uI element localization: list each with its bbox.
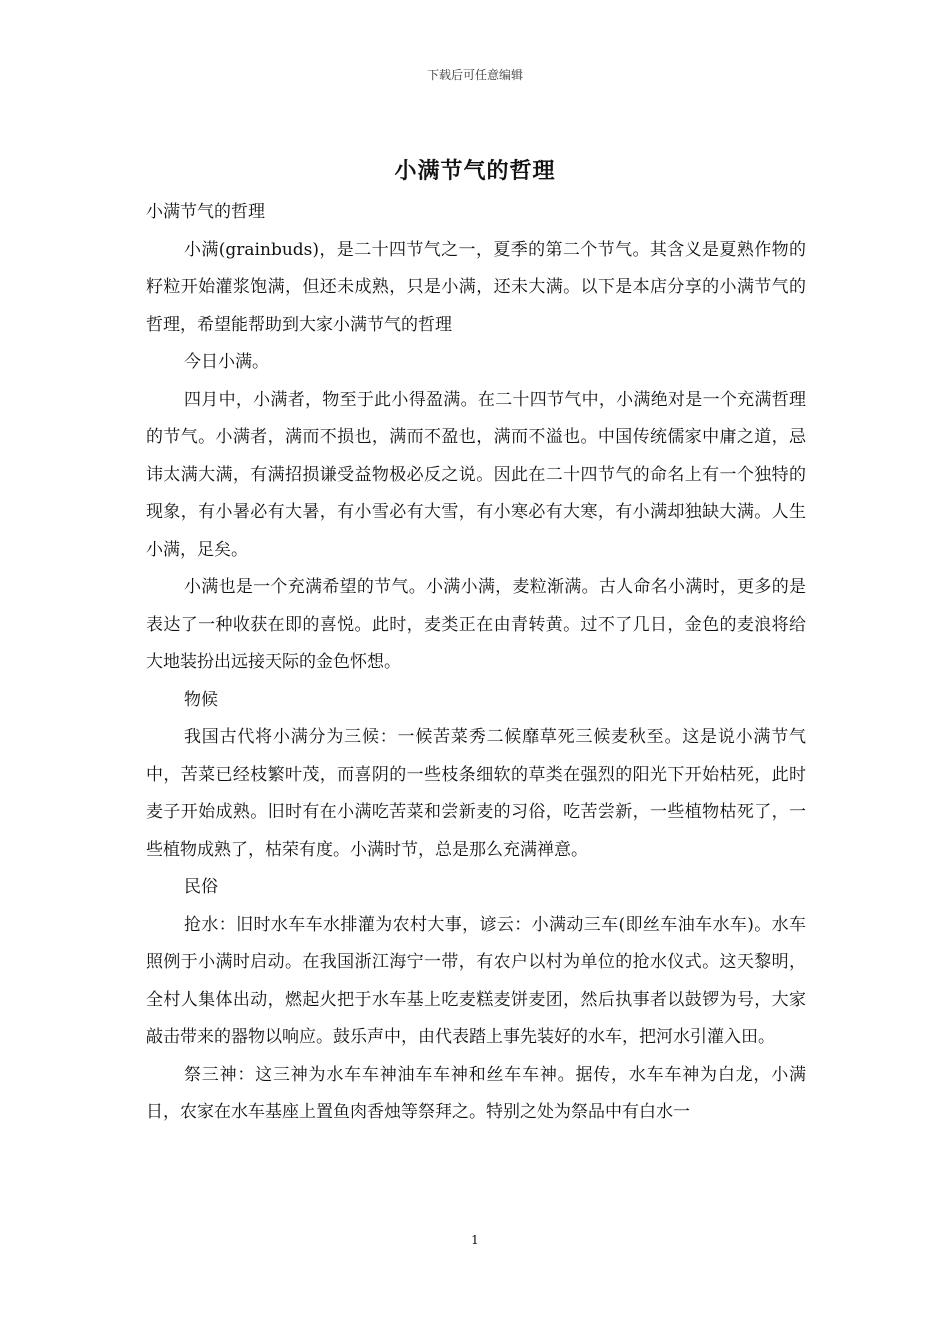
paragraph: 我国古代将小满分为三候：一候苦菜秀二候靡草死三候麦秋至。这是说小满节气中，苦菜已经枝繁叶茂，而喜阴的一些枝条细软的草类在强烈的阳光下开始枯死，此时麦子开始成熟。旧时有在小满吃苦菜和尝新麦的习俗，吃苦尝新，一些植物枯死了，一些植物成熟了，枯荣有度。小满时节，总是那么充满禅意。 <box>146 727 806 860</box>
paragraph: 祭三神：这三神为水车车神油车车神和丝车车神。据传，水车车神为白龙，小满日，农家在水车基座上置鱼肉香烛等祭拜之。特别之处为祭品中有白水一 <box>146 1064 806 1122</box>
paragraph: 四月中，小满者，物至于此小得盈满。在二十四节气中，小满绝对是一个充满哲理的节气。小满者，满而不损也，满而不盈也，满而不溢也。中国传统儒家中庸之道，忌讳太满大满，有满招损谦受益物极必反之说。因此在二十四节气的命名上有一个独特的现象，有小暑必有大暑，有小雪必有大雪，有小寒必有大寒，有小满却独缺大满。人生小满，足矣。 <box>146 389 806 560</box>
paragraph: 抢水：旧时水车车水排灌为农村大事，谚云：小满动三车(即丝车油车水车)。水车照例于小满时启动。在我国浙江海宁一带，有农户以村为单位的抢水仪式。这天黎明，全村人集体出动，燃起火把于水车基上吃麦糕麦饼麦团，然后执事者以鼓锣为号，大家敲击带来的器物以响应。鼓乐声中，由代表踏上事先装好的水车，把河水引灌入田。 <box>146 914 806 1047</box>
document-body <box>146 194 806 1132</box>
section-heading-phenology: 物候 <box>184 689 218 710</box>
page-number: 1 <box>471 1233 479 1247</box>
paragraph: 小满(grainbuds)，是二十四节气之一，夏季的第二个节气。其含义是夏熟作物的籽粒开始灌浆饱满，但还未成熟，只是小满，还未大满。以下是本店分享的小满节气的哲理，希望能帮助到大家小满节气的哲理 <box>146 239 806 335</box>
header-note: 下载后可任意编辑 <box>426 68 523 82</box>
paragraph-subtitle: 小满节气的哲理 <box>146 202 265 222</box>
paragraph: 今日小满。 <box>184 352 269 372</box>
section-heading-folk-customs: 民俗 <box>184 877 218 897</box>
paragraph: 小满也是一个充满希望的节气。小满小满，麦粒渐满。古人命名小满时，更多的是表达了一种收获在即的喜悦。此时，麦类正在由青转黄。过不了几日，金色的麦浪将给大地装扮出远接天际的金色怀想。 <box>146 577 806 672</box>
document-title: 小满节气的哲理 <box>394 158 556 184</box>
